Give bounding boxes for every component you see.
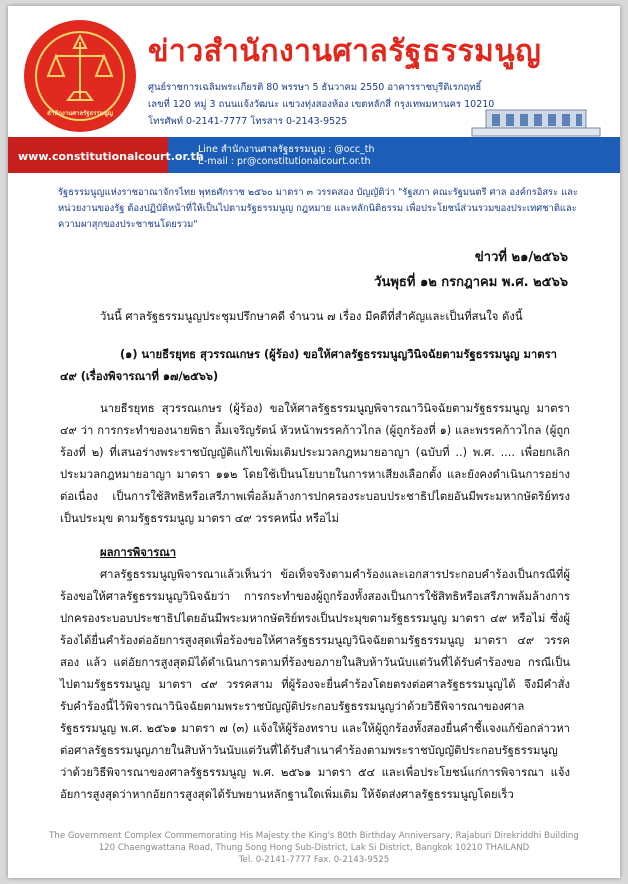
court-seal-icon: [24, 20, 136, 132]
building-icon: [466, 102, 606, 154]
email-contact[interactable]: E-mail : pr@constitutionalcourt.or.th: [198, 156, 371, 167]
address-line-1: ศูนย์ราชการเฉลิมพระเกียรติ 80 พรรษา 5 ธันวาคม 2550 อาคารราชบุรีดิเรกฤทธิ์: [148, 82, 482, 93]
news-number: ข่าวที่ ๒๑/๒๕๖๖: [474, 250, 568, 265]
footer-line-2: 120 Chaengwattana Road, Thung Song Hong Sub-District, Lak Si District, Bangkok 10210 THAILAND: [98, 843, 530, 853]
website-link[interactable]: www.constitutionalcourt.or.th: [18, 150, 204, 163]
document-page: [8, 6, 620, 878]
result-paragraph: ศาลรัฐธรรมนูญพิจารณาแล้วเห็นว่า ข้อเท็จจริงตามคำร้องและเอกสารประกอบคำร้องเป็นกรณีที่ผู้ร้องขอให้ศาลรัฐธรรมนูญวินิจฉัยว่า การกระทำของผู้ถูกร้องทั้งสองเป็นการใช้สิทธิหรือเสรีภาพล้มล้างการปกครองระบอบประชาธิปไตยอันมีพระมหากษัตริย์ทรงเป็นประมุขตามรัฐธรรมนูญ มาตรา ๔๙ หรือไม่ ซึ่งผู้ร้องได้ยื่นคำร้องต่ออัยการสูงสุดเพื่อร้องขอให้ศาลรัฐธรรมนูญวินิจฉัยตามรัฐธรรมนูญ มาตรา ๔๙ วรรคสอง แล้ว แต่อัยการสูงสุดมิได้ดำเนินการตามที่ร้องขอภายในสิบห้าวันนับแต่วันที่ได้รับคำร้องขอ กรณีเป็นไปตามรัฐธรรมนูญ มาตรา ๔๙ วรรคสาม ที่ผู้ร้องจะยื่นคำร้องโดยตรงต่อศาลรัฐธรรมนูญได้ จึงมีคำสั่งรับคำร้องนี้ไว้พิจารณาวินิจฉัยตามพระราชบัญญัติประกอบรัฐธรรมนูญว่าด้วยวิธีพิจารณาของศาลรัฐธรรมนูญ พ.ศ. ๒๕๖๑ มาตรา ๗ (๓) แจ้งให้ผู้ร้องทราบ และให้ผู้ถูกร้องทั้งสองยื่นคำชี้แจงแก้ข้อกล่าวหาต่อศาลรัฐธรรมนูญภายในสิบห้าวันนับแต่วันที่ได้รับสำเนาคำร้องตามพระราชบัญญัติประกอบรัฐธรรมนูญว่าด้วยวิธีพิจารณาของศาลรัฐธรรมนูญ พ.ศ. ๒๕๖๑ มาตรา ๕๔ และเพื่อประโยชน์แก่การพิจารณา แจ้งอัยการสูงสุดว่าหากอัยการสูงสุดได้รับพยานหลักฐานใดเพิ่มเติม ให้จัดส่งศาลรัฐธรรมนูญโดยเร็ว: [60, 568, 570, 801]
footer-line-3: Tel. 0-2141-7777 Fax. 0-2143-9525: [238, 855, 390, 865]
footer: [8, 830, 620, 866]
seal-caption: สำนักงานศาลรัฐธรรมนูญ: [47, 110, 113, 117]
news-date: วันพุธที่ ๑๒ กรกฎาคม พ.ศ. ๒๕๖๖: [374, 275, 568, 290]
footer-line-1: The Government Complex Commemorating His Majesty the King's 80th Birthday Anniversary, Rajaburi Direkriddhi Building: [49, 831, 579, 841]
org-title: ข่าวสำนักงานศาลรัฐธรรมนูญ: [148, 34, 542, 69]
intro-paragraph: วันนี้ ศาลรัฐธรรมนูญประชุมปรึกษาคดี จำนวน ๗ เรื่อง มีคดีที่สำคัญและเป็นที่สนใจ ดังนี้: [100, 310, 523, 323]
case-description: นายธีรยุทธ สุวรรณเกษร (ผู้ร้อง) ขอให้ศาลรัฐธรรมนูญพิจารณาวินิจฉัยตามรัฐธรรมนูญ มาตรา ๔๙ ว่า การกระทำของนายพิธา ลิ้มเจริญรัตน์ หัวหน้าพรรคก้าวไกล (ผู้ถูกร้องที่ ๑) และพรรคก้าวไกล (ผู้ถูกร้องที่ ๒) ที่เสนอร่างพระราชบัญญัติแก้ไขเพิ่มเติมประมวลกฎหมายอาญา (ฉบับที่ ..) พ.ศ. .... เพื่อยกเลิกประมวลกฎหมายอาญา มาตรา ๑๑๒ โดยใช้เป็นนโยบายในการหาเสียงเลือกตั้ง และยังคงดำเนินการอย่างต่อเนื่อง เป็นการใช้สิทธิหรือเสรีภาพเพื่อล้มล้างการปกครองระบอบประชาธิปไตยอันมีพระมหากษัตริย์ทรงเป็นประมุข ตามรัฐธรรมนูญ มาตรา ๔๙ วรรคหนึ่ง หรือไม่: [60, 402, 570, 525]
address-line-3: โทรศัพท์ 0-2141-7777 โทรสาร 0-2143-9525: [148, 116, 348, 127]
news-body: [60, 296, 570, 806]
result-heading: ผลการพิจารณา: [100, 546, 177, 559]
line-contact: Line สำนักงานศาลรัฐธรรมนูญ : @occ_th: [198, 144, 375, 155]
letterhead: [8, 6, 620, 166]
address-line-2: เลขที่ 120 หมู่ 3 ถนนแจ้งวัฒนะ แขวงทุ่งสองห้อง เขตหลักสี่ กรุงเทพมหานคร 10210: [148, 99, 495, 110]
motto-text: รัฐธรรมนูญแห่งราชอาณาจักรไทย พุทธศักราช ๒๕๖๐ มาตรา ๓ วรรคสอง บัญญัติว่า "รัฐสภา คณะรัฐมนตรี ศาล องค์กรอิสระ และหน่วยงานของรัฐ ต้องปฏิบัติหน้าที่ให้เป็นไปตามรัฐธรรมนูญ กฎหมาย และหลักนิติธรรม เพื่อประโยชน์ส่วนรวมของประเทศชาติและความผาสุกของประชาชนโดยรวม": [58, 187, 578, 230]
case-title: (๑) นายธีรยุทธ สุวรรณเกษร (ผู้ร้อง) ขอให้ศาลรัฐธรรมนูญวินิจฉัยตามรัฐธรรมนูญ มาตรา ๔๙ (เรื่องพิจารณาที่ ๑๗/๒๕๖๖): [60, 348, 557, 383]
constitution-motto: [58, 185, 588, 233]
